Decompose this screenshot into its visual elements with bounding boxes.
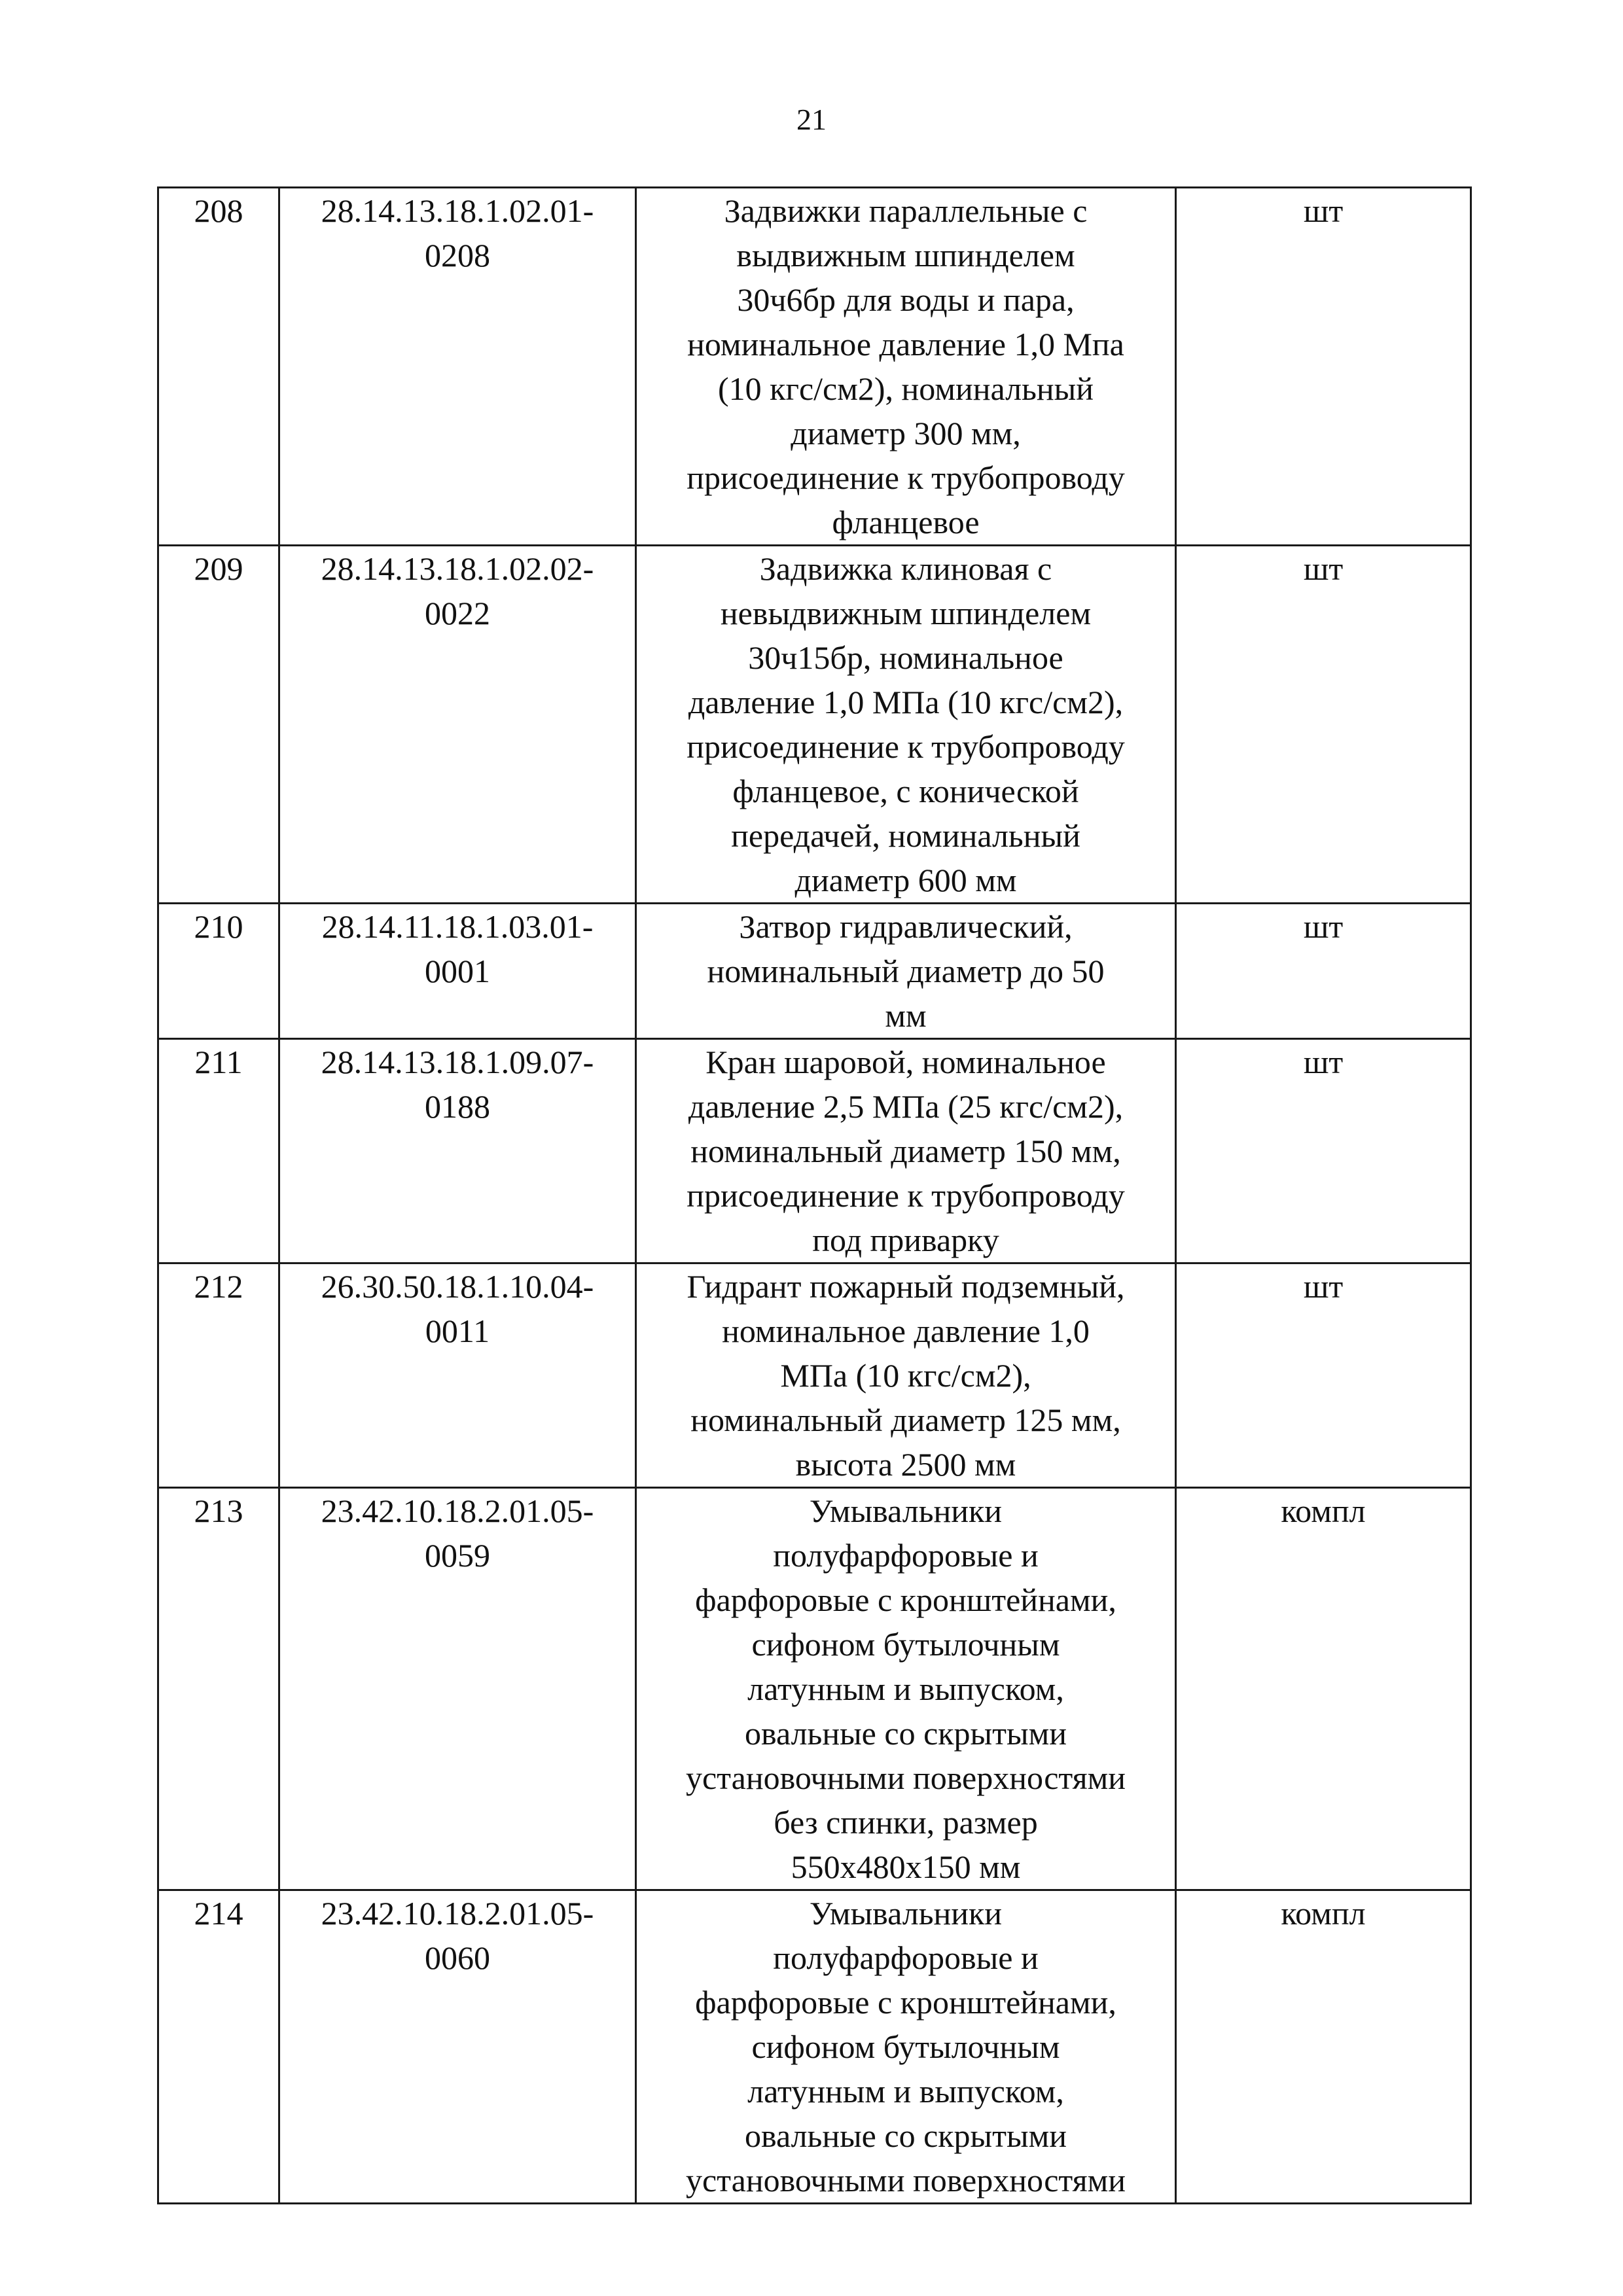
description-line: Задвижки параллельные с (724, 192, 1088, 229)
description-cell (636, 546, 1176, 904)
description-line: 550x480x150 мм (791, 1848, 1021, 1885)
description-line: Умывальники (809, 1895, 1003, 1932)
description-line: латунным и выпуском, (747, 2073, 1064, 2110)
unit-cell: шт (1176, 188, 1471, 546)
resource-code-cell (279, 1039, 636, 1263)
description-cell (636, 1039, 1176, 1263)
description-line: мм (885, 997, 927, 1034)
resource-code-line: 0022 (425, 595, 490, 631)
description-line: без спинки, размер (774, 1804, 1038, 1841)
description-line: установочными поверхностями (685, 1759, 1126, 1796)
resource-code-line: 0188 (425, 1088, 490, 1125)
description-line: давление 1,0 МПа (10 кгс/см2), (688, 684, 1124, 720)
resource-code-cell (279, 1890, 636, 2204)
description-line: передачей, номинальный (731, 817, 1080, 854)
page-number: 21 (796, 103, 827, 136)
description-cell (636, 188, 1176, 546)
resource-code-line: 26.30.50.18.1.10.04- (321, 1268, 594, 1305)
description-line: присоединение к трубопроводу (687, 459, 1125, 496)
description-line: фарфоровые с кронштейнами, (695, 1984, 1116, 2021)
row-number-cell: 210 (158, 904, 279, 1039)
row-number-cell: 208 (158, 188, 279, 546)
description-cell (636, 1890, 1176, 2204)
table-row (158, 546, 1471, 904)
resource-code-line: 28.14.13.18.1.02.02- (321, 550, 594, 587)
description-line: диаметр 600 мм (794, 862, 1017, 898)
description-line: фарфоровые с кронштейнами, (695, 1581, 1116, 1618)
resource-code-line: 0011 (425, 1313, 490, 1349)
description-line: высота 2500 мм (795, 1446, 1016, 1483)
resource-code-cell (279, 904, 636, 1039)
description-line: МПа (10 кгс/см2), (780, 1357, 1031, 1394)
description-line: Затвор гидравлический, (739, 908, 1073, 945)
description-line: под приварку (812, 1222, 999, 1258)
row-number-cell: 211 (158, 1039, 279, 1263)
description-line: сифоном бутылочным (751, 1626, 1060, 1663)
resource-code-line: 0208 (425, 237, 490, 274)
table-row (158, 1488, 1471, 1890)
description-line: полуфарфоровые и (773, 1537, 1039, 1574)
table-row (158, 1039, 1471, 1263)
description-line: Кран шаровой, номинальное (705, 1044, 1106, 1080)
resource-code-cell (279, 1263, 636, 1488)
description-line: (10 кгс/см2), номинальный (718, 370, 1094, 407)
description-line: установочными поверхностями (685, 2162, 1126, 2199)
row-number-cell: 212 (158, 1263, 279, 1488)
description-line: номинальный диаметр 125 мм, (690, 1402, 1121, 1438)
description-line: латунным и выпуском, (747, 1670, 1064, 1707)
description-line: номинальный диаметр до 50 (707, 953, 1105, 989)
resource-code-cell (279, 546, 636, 904)
description-line: полуфарфоровые и (773, 1939, 1039, 1976)
resource-table (157, 186, 1472, 2204)
resource-code-cell (279, 188, 636, 546)
resource-code-line: 28.14.13.18.1.02.01- (321, 192, 594, 229)
description-cell (636, 904, 1176, 1039)
resource-code-line: 0060 (425, 1939, 490, 1976)
row-number-cell: 213 (158, 1488, 279, 1890)
resource-code-line: 23.42.10.18.2.01.05- (321, 1895, 594, 1932)
description-line: присоединение к трубопроводу (687, 1177, 1125, 1214)
unit-cell: шт (1176, 546, 1471, 904)
description-line: номинальное давление 1,0 (722, 1313, 1090, 1349)
row-number-cell: 209 (158, 546, 279, 904)
table-row (158, 1263, 1471, 1488)
unit-cell: шт (1176, 1039, 1471, 1263)
description-line: номинальный диаметр 150 мм, (690, 1133, 1121, 1169)
resource-code-line: 0001 (425, 953, 490, 989)
description-line: овальные со скрытыми (745, 1715, 1067, 1752)
description-line: выдвижным шпинделем (736, 237, 1075, 274)
resource-code-line: 28.14.13.18.1.09.07- (321, 1044, 594, 1080)
description-line: 30ч15бр, номинальное (748, 639, 1063, 676)
unit-cell: компл (1176, 1488, 1471, 1890)
resource-code-line: 23.42.10.18.2.01.05- (321, 1492, 594, 1529)
description-line: 30ч6бр для воды и пара, (737, 281, 1075, 318)
description-line: Умывальники (809, 1492, 1003, 1529)
description-cell (636, 1263, 1176, 1488)
description-line: Задвижка клиновая с (759, 550, 1052, 587)
table-body (158, 188, 1471, 2204)
table-row (158, 1890, 1471, 2204)
resource-code-line: 0059 (425, 1537, 490, 1574)
resource-code-cell (279, 1488, 636, 1890)
unit-cell: шт (1176, 904, 1471, 1039)
description-line: давление 2,5 МПа (25 кгс/см2), (688, 1088, 1124, 1125)
description-line: диаметр 300 мм, (791, 415, 1021, 451)
description-line: Гидрант пожарный подземный, (687, 1268, 1125, 1305)
description-line: фланцевое (832, 504, 980, 540)
table-row (158, 188, 1471, 546)
unit-cell: компл (1176, 1890, 1471, 2204)
description-line: присоединение к трубопроводу (687, 728, 1125, 765)
description-line: сифоном бутылочным (751, 2028, 1060, 2065)
description-cell (636, 1488, 1176, 1890)
table-row (158, 904, 1471, 1039)
row-number-cell: 214 (158, 1890, 279, 2204)
description-line: невыдвижным шпинделем (720, 595, 1092, 631)
description-line: фланцевое, с конической (732, 773, 1079, 809)
resource-code-line: 28.14.11.18.1.03.01- (321, 908, 594, 945)
description-line: номинальное давление 1,0 Мпа (687, 326, 1124, 362)
description-line: овальные со скрытыми (745, 2117, 1067, 2154)
unit-cell: шт (1176, 1263, 1471, 1488)
